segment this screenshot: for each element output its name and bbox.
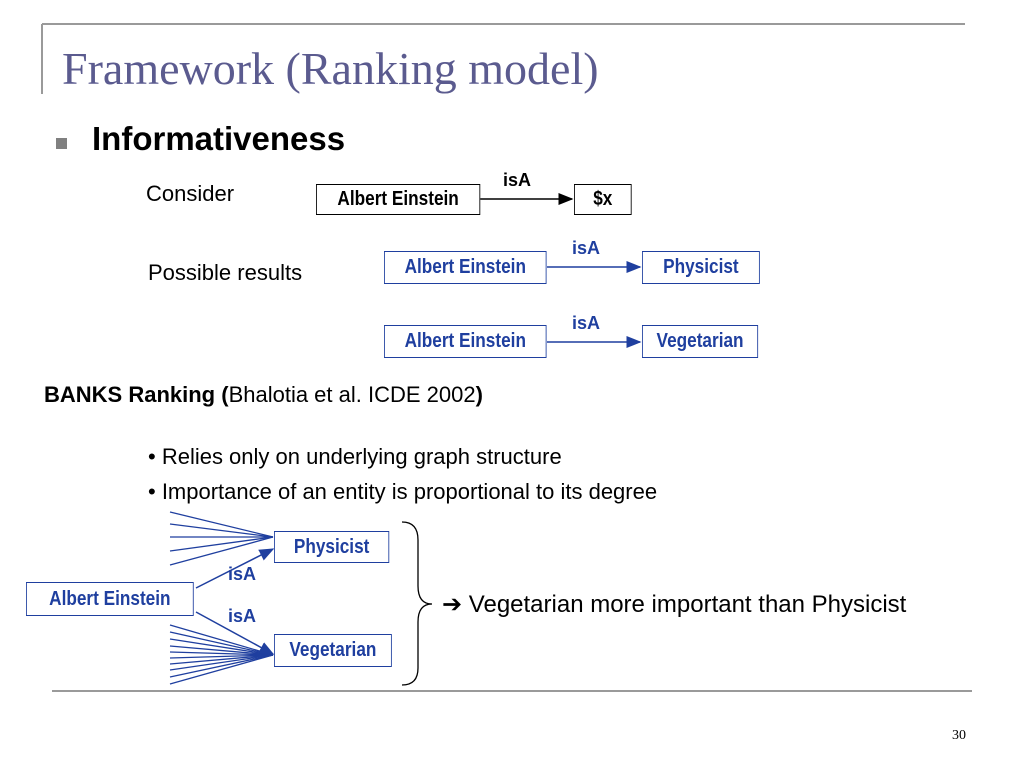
graph-edge-top-label: isA (228, 564, 257, 584)
point-2: • Importance of an entity is proportional to its degree (148, 479, 658, 504)
result-2-predicate-label: isA (572, 313, 601, 333)
curly-brace (402, 522, 432, 685)
banks-suffix: ) (475, 382, 483, 407)
banks-citation: Bhalotia et al. ICDE 2002 (228, 382, 476, 407)
query-subject-box: Albert Einstein (316, 184, 480, 215)
result-2-subject-box: Albert Einstein (384, 325, 547, 358)
conclusion-line (442, 590, 906, 619)
right-arrow-icon: ➔ (442, 591, 463, 618)
result-1-predicate-label: isA (572, 238, 601, 258)
slide-title: Framework (Ranking model) (62, 43, 599, 94)
point-1: • Relies only on underlying graph structure (148, 444, 562, 469)
result-1-object-box: Physicist (642, 251, 760, 284)
banks-ranking-line (44, 382, 483, 408)
vegetarian-incoming-edges (170, 625, 273, 684)
banks-prefix: BANKS Ranking ( (44, 382, 229, 407)
consider-label: Consider (146, 181, 235, 206)
query-predicate-label: isA (503, 170, 532, 190)
query-object-box: $x (574, 184, 632, 215)
bullet-heading: Informativeness (92, 120, 346, 157)
page-number: 30 (952, 728, 966, 743)
result-2-object-box: Vegetarian (642, 325, 758, 358)
possible-results-label: Possible results (148, 260, 303, 285)
graph-source-box: Albert Einstein (26, 582, 194, 616)
result-1-subject-box: Albert Einstein (384, 251, 547, 284)
graph-edge-bottom-label: isA (228, 606, 257, 626)
conclusion-text: Vegetarian more important than Physicist (468, 591, 907, 618)
graph-physicist-box: Physicist (274, 531, 389, 563)
graph-vegetarian-box: Vegetarian (274, 634, 392, 667)
bullet-square-icon (56, 138, 67, 149)
